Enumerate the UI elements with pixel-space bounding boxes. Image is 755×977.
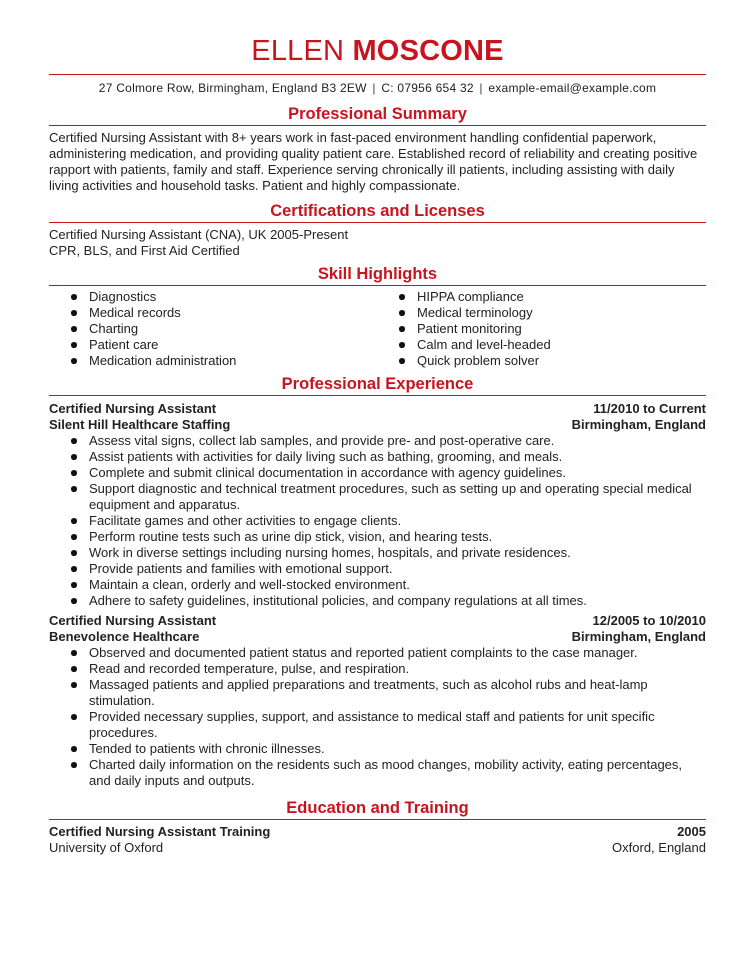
header-divider [49, 74, 706, 75]
duty-item: Support diagnostic and technical treatment procedures, such as setting up and operating special medical equipment and apparatus. [89, 481, 706, 513]
job-location: Birmingham, England [571, 417, 706, 432]
job-dates: 11/2010 to Current [593, 401, 706, 416]
duty-item: Work in diverse settings including nursing homes, hospitals, and private residences. [89, 545, 706, 561]
skill-item: Patient monitoring [417, 321, 551, 337]
summary-text: Certified Nursing Assistant with 8+ years work in fast-paced environment handling confidential paperwork, administering medication, and providing quality patient care. Established record of reliability and creating positive rapport with patients, family and staff. Experience serving chronically ill patients, including assisting with daily living activities and household tasks. Patient and highly compassionate. [49, 130, 698, 193]
skill-item: Patient care [89, 337, 377, 353]
duty-item: Tended to patients with chronic illnesses. [89, 741, 706, 757]
education-school: University of Oxford [49, 840, 164, 855]
education-year: 2005 [677, 824, 706, 839]
skills-heading: Skill Highlights [49, 264, 706, 286]
job-title-row [49, 613, 706, 629]
education-location: Oxford, England [612, 840, 706, 855]
duty-item: Adhere to safety guidelines, institutional policies, and company regulations at all times. [89, 593, 706, 609]
duty-item: Read and recorded temperature, pulse, and respiration. [89, 661, 706, 677]
job-company: Benevolence Healthcare [49, 629, 200, 644]
resume-page [49, 34, 706, 856]
duty-item: Perform routine tests such as urine dip stick, vision, and hearing tests. [89, 529, 706, 545]
certification-item: Certified Nursing Assistant (CNA), UK 2005-Present [49, 227, 349, 242]
skill-item: Medical terminology [417, 305, 551, 321]
duty-item: Provide patients and families with emotional support. [89, 561, 706, 577]
skills-column-left [49, 289, 377, 369]
job-duties-list [49, 645, 706, 789]
duty-item: Assist patients with activities for daily living such as bathing, grooming, and meals. [89, 449, 706, 465]
job-title: Certified Nursing Assistant [49, 401, 217, 416]
education-degree: Certified Nursing Assistant Training [49, 824, 271, 839]
job-title-row [49, 401, 706, 417]
education-school-row [49, 840, 706, 856]
skill-item: Medication administration [89, 353, 377, 369]
duty-item: Assess vital signs, collect lab samples, and provide pre- and post-operative care. [89, 433, 706, 449]
education-heading: Education and Training [49, 798, 706, 820]
skill-item: HIPPA compliance [417, 289, 551, 305]
duty-item: Charted daily information on the residents such as mood changes, mobility activity, eating percentages, and daily inputs and outputs. [89, 757, 706, 789]
certifications-heading: Certifications and Licenses [49, 201, 706, 223]
duty-item: Maintain a clean, orderly and well-stocked environment. [89, 577, 706, 593]
education-row [49, 824, 706, 840]
duty-item: Massaged patients and applied preparations and treatments, such as alcohol rubs and heat-lamp stimulation. [89, 677, 706, 709]
experience-heading: Professional Experience [49, 374, 706, 396]
candidate-name [49, 34, 706, 68]
skill-item: Medical records [89, 305, 377, 321]
separator: | [372, 81, 376, 95]
first-name: ELLEN [251, 35, 345, 67]
skill-item: Calm and level-headed [417, 337, 551, 352]
skills-column-right [377, 289, 551, 369]
job-location: Birmingham, England [571, 629, 706, 644]
certification-item: CPR, BLS, and First Aid Certified [49, 243, 240, 258]
duty-item: Provided necessary supplies, support, and assistance to medical staff and patients for unit specific procedures. [89, 709, 706, 741]
address: 27 Colmore Row, Birmingham, England B3 2EW [98, 81, 367, 95]
duty-item: Observed and documented patient status and reported patient complaints to the case manager. [89, 645, 706, 661]
job-title: Certified Nursing Assistant [49, 613, 217, 628]
job-dates: 12/2005 to 10/2010 [592, 613, 706, 628]
phone: C: 07956 654 32 [381, 81, 474, 95]
job-duties-list [49, 433, 706, 609]
summary-heading: Professional Summary [49, 104, 706, 126]
job-company: Silent Hill Healthcare Staffing [49, 417, 231, 432]
separator: | [479, 81, 483, 95]
email: example-email@example.com [488, 81, 657, 95]
contact-line [49, 81, 706, 95]
skills-list [49, 289, 706, 369]
skill-item: Charting [89, 321, 377, 337]
job-company-row [49, 629, 706, 645]
duty-item: Facilitate games and other activities to engage clients. [89, 513, 706, 529]
job-company-row [49, 417, 706, 433]
skill-item: Quick problem solver [417, 353, 551, 369]
duty-item: Complete and submit clinical documentation in accordance with agency guidelines. [89, 465, 706, 481]
skill-item: Diagnostics [89, 289, 377, 305]
last-name: MOSCONE [352, 35, 504, 67]
